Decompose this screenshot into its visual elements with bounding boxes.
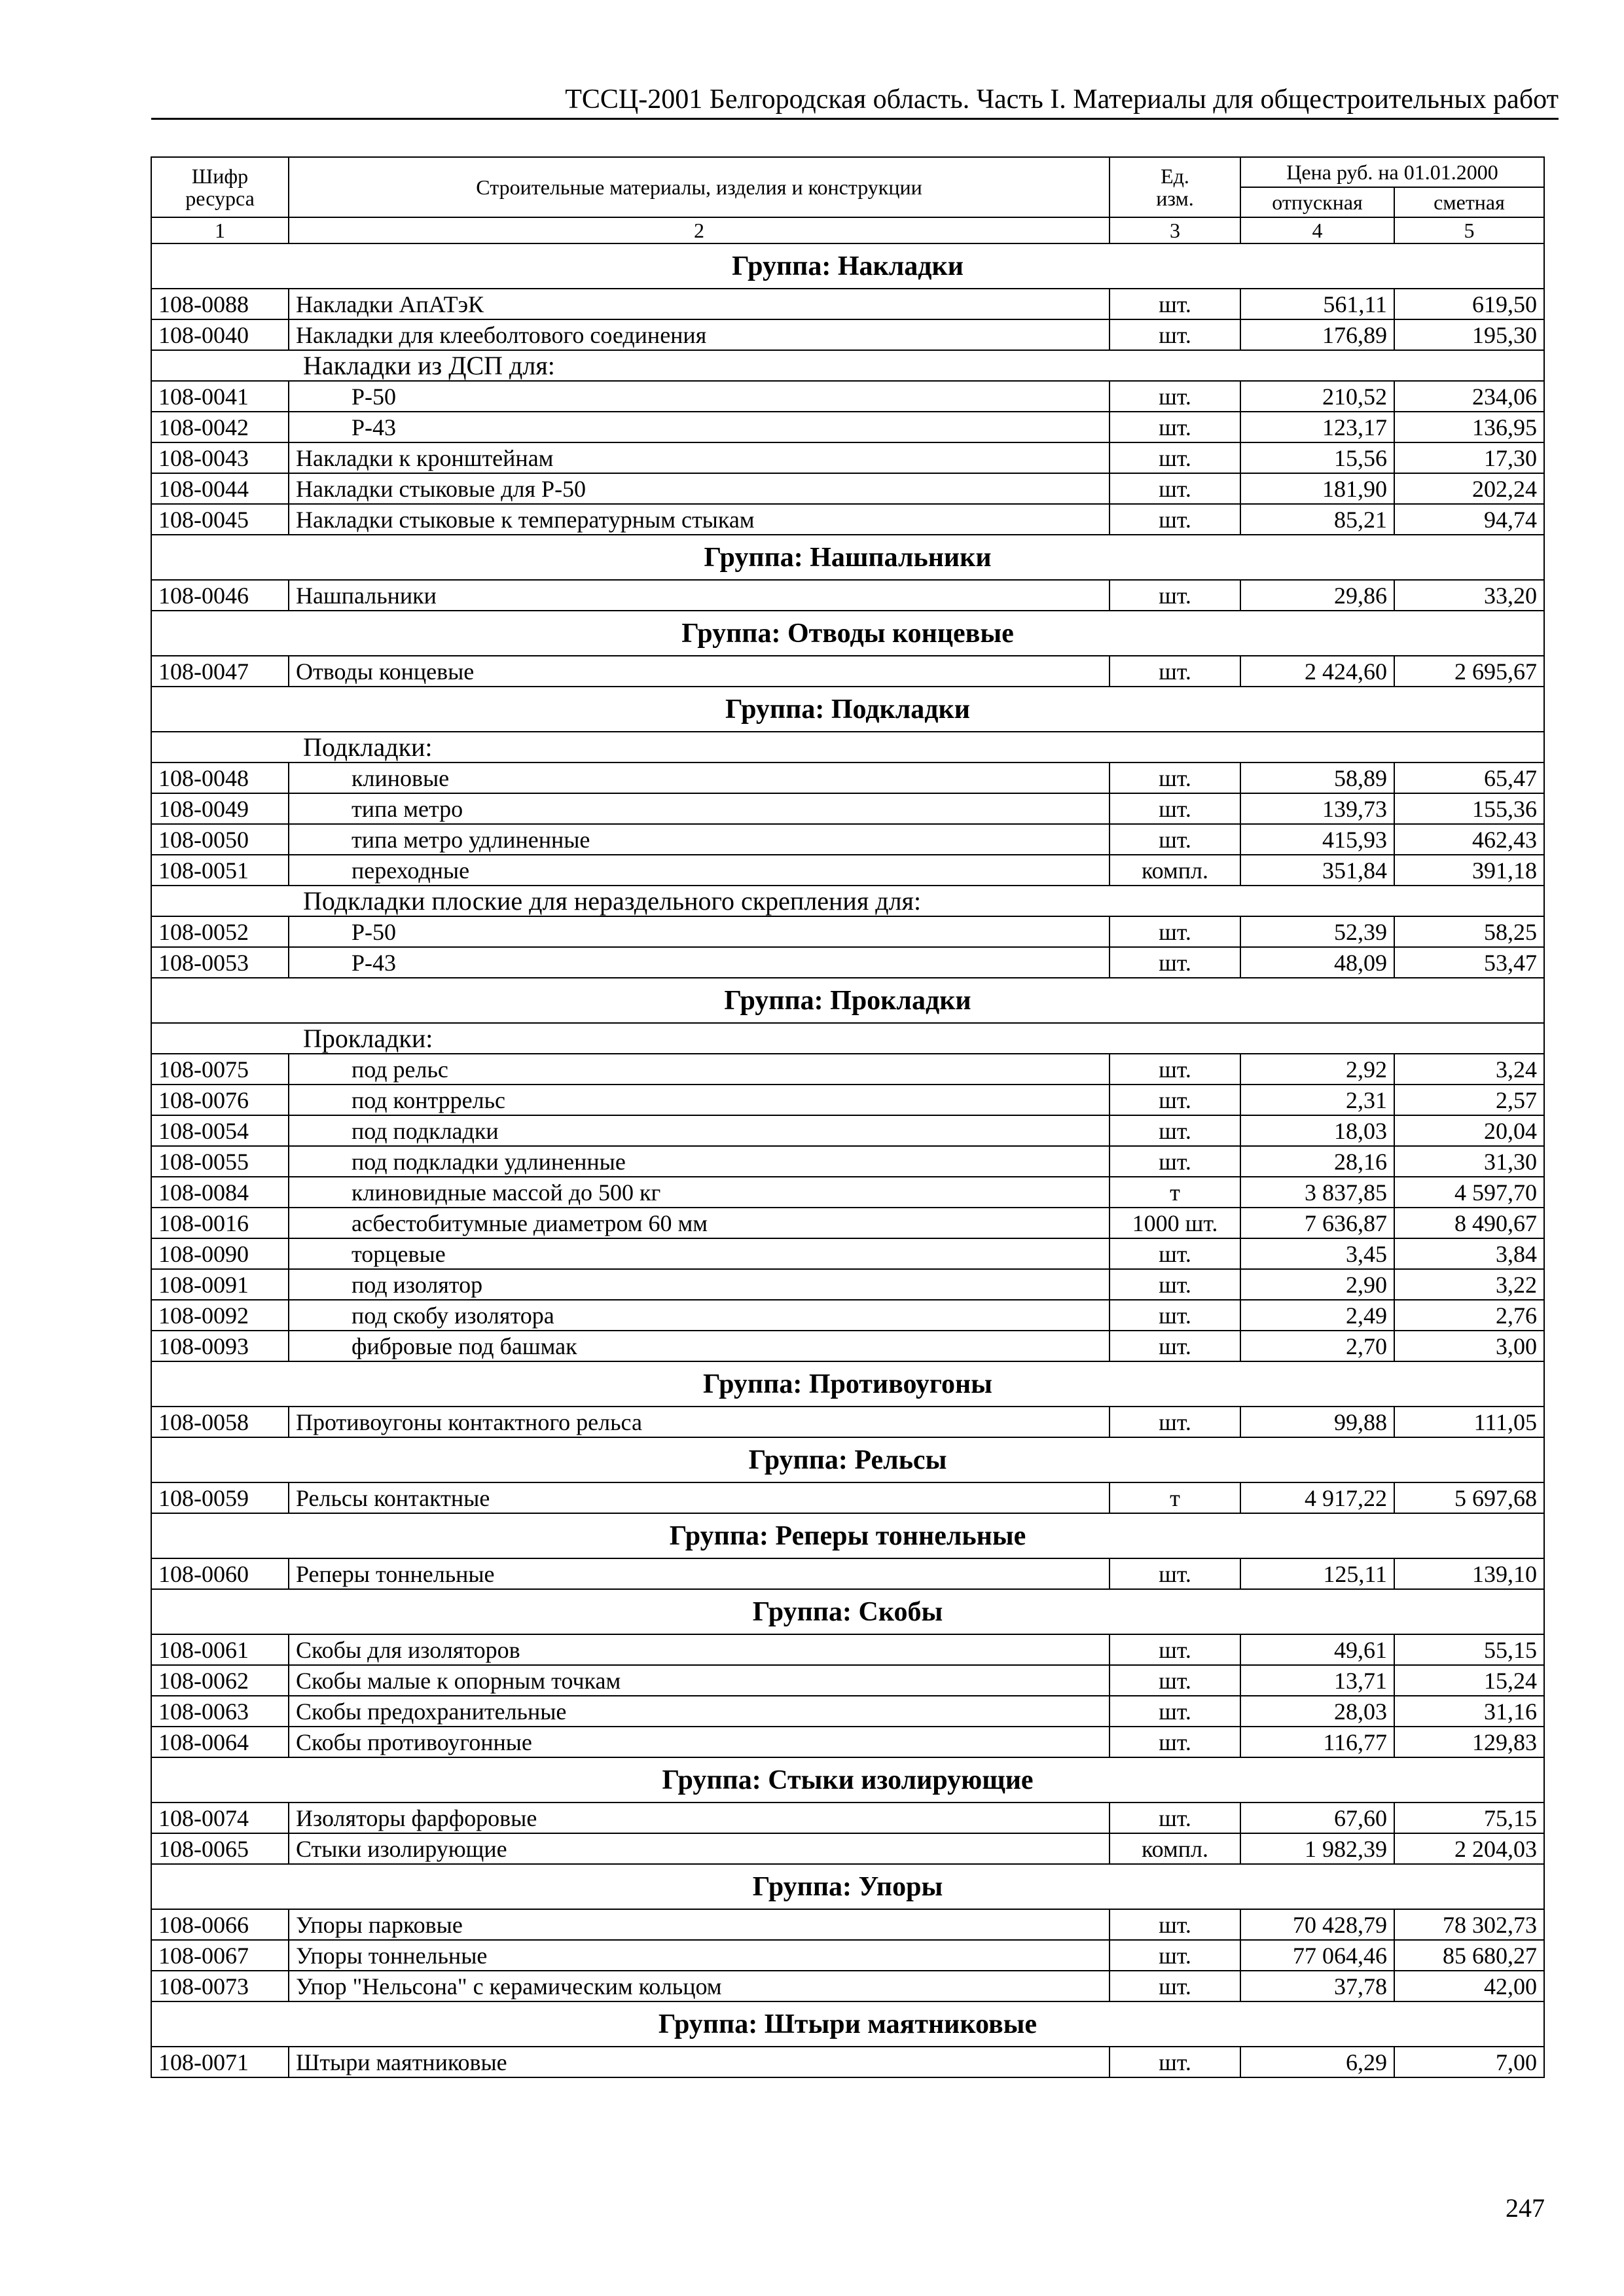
unit-cell: т [1110,1482,1240,1513]
estimate-price-cell: 4 597,70 [1394,1177,1544,1208]
material-name-cell: под изолятор [289,1269,1110,1300]
release-price-cell: 6,29 [1240,2047,1394,2077]
release-price-cell: 67,60 [1240,1803,1394,1833]
table-row [151,442,1544,473]
release-price-cell: 351,84 [1240,855,1394,886]
unit-cell: шт. [1110,824,1240,855]
unit-cell: шт. [1110,473,1240,504]
material-name-cell: типа метро [289,793,1110,824]
table-row [151,855,1544,886]
header-price-release: отпускная [1240,187,1394,217]
header-name: Строительные материалы, изделия и конструкции [289,157,1110,217]
subheading-spacer [151,1023,289,1054]
estimate-price-cell: 234,06 [1394,381,1544,412]
unit-cell: шт. [1110,793,1240,824]
group-title: Группа: Стыки изолирующие [151,1757,1544,1803]
estimate-price-cell: 2,76 [1394,1300,1544,1331]
material-name-cell: Р-43 [289,412,1110,442]
release-price-cell: 28,03 [1240,1696,1394,1727]
resource-code-cell: 108-0088 [151,289,289,319]
estimate-price-cell: 462,43 [1394,824,1544,855]
group-header-row [151,1513,1544,1558]
resource-code-cell: 108-0061 [151,1634,289,1665]
release-price-cell: 18,03 [1240,1115,1394,1146]
table-header [151,157,1544,243]
release-price-cell: 2,49 [1240,1300,1394,1331]
estimate-price-cell: 2 204,03 [1394,1833,1544,1864]
column-number: 2 [289,217,1110,243]
estimate-price-cell: 8 490,67 [1394,1208,1544,1238]
resource-code-cell: 108-0060 [151,1558,289,1589]
unit-cell: шт. [1110,412,1240,442]
page-number: 247 [1506,2193,1545,2223]
resource-code-cell: 108-0047 [151,656,289,687]
unit-cell: шт. [1110,1115,1240,1146]
material-name-cell: под рельс [289,1054,1110,1085]
subheading-spacer [151,886,289,916]
estimate-price-cell: 202,24 [1394,473,1544,504]
group-header-row [151,243,1544,289]
header-unit: Ед. изм. [1110,157,1240,217]
estimate-price-cell: 20,04 [1394,1115,1544,1146]
group-title: Группа: Скобы [151,1589,1544,1634]
unit-cell: компл. [1110,1833,1240,1864]
release-price-cell: 2,31 [1240,1085,1394,1115]
material-name-cell: переходные [289,855,1110,886]
table-row [151,504,1544,535]
table-row [151,319,1544,350]
column-number: 5 [1394,217,1544,243]
material-name-cell: Рельсы контактные [289,1482,1110,1513]
subheading-row [151,886,1544,916]
material-name-cell: Нашпальники [289,580,1110,611]
table-row [151,1085,1544,1115]
release-price-cell: 139,73 [1240,793,1394,824]
column-number-row [151,217,1544,243]
release-price-cell: 49,61 [1240,1634,1394,1665]
release-price-cell: 7 636,87 [1240,1208,1394,1238]
resource-code-cell: 108-0016 [151,1208,289,1238]
estimate-price-cell: 17,30 [1394,442,1544,473]
release-price-cell: 181,90 [1240,473,1394,504]
estimate-price-cell: 75,15 [1394,1803,1544,1833]
table-row [151,1482,1544,1513]
release-price-cell: 415,93 [1240,824,1394,855]
material-name-cell: Стыки изолирующие [289,1833,1110,1864]
unit-cell: шт. [1110,442,1240,473]
estimate-price-cell: 3,00 [1394,1331,1544,1361]
material-name-cell: Скобы противоугонные [289,1727,1110,1757]
resource-code-cell: 108-0040 [151,319,289,350]
material-name-cell: Упор "Нельсона" с керамическим кольцом [289,1971,1110,2001]
material-name-cell: клиновые [289,762,1110,793]
material-name-cell: торцевые [289,1238,1110,1269]
release-price-cell: 52,39 [1240,916,1394,947]
group-title: Группа: Нашпальники [151,535,1544,580]
material-name-cell: Упоры тоннельные [289,1940,1110,1971]
estimate-price-cell: 3,84 [1394,1238,1544,1269]
estimate-price-cell: 65,47 [1394,762,1544,793]
estimate-price-cell: 136,95 [1394,412,1544,442]
header-code: Шифр ресурса [151,157,289,217]
table-body [151,243,1544,2077]
resource-code-cell: 108-0052 [151,916,289,947]
resource-code-cell: 108-0067 [151,1940,289,1971]
header-rule [151,118,1559,120]
unit-cell: шт. [1110,319,1240,350]
table-row [151,947,1544,978]
material-name-cell: под подкладки [289,1115,1110,1146]
material-name-cell: Упоры парковые [289,1909,1110,1940]
table-row [151,1331,1544,1361]
table-row [151,1269,1544,1300]
estimate-price-cell: 31,30 [1394,1146,1544,1177]
unit-cell: шт. [1110,289,1240,319]
unit-cell: шт. [1110,656,1240,687]
material-name-cell: Накладки для клееболтового соединения [289,319,1110,350]
estimate-price-cell: 7,00 [1394,2047,1544,2077]
material-name-cell: Р-50 [289,381,1110,412]
group-title: Группа: Прокладки [151,978,1544,1023]
unit-cell: шт. [1110,1558,1240,1589]
material-name-cell: асбестобитумные диаметром 60 мм [289,1208,1110,1238]
table-row [151,1407,1544,1437]
material-name-cell: Накладки стыковые для Р-50 [289,473,1110,504]
resource-code-cell: 108-0090 [151,1238,289,1269]
resource-code-cell: 108-0045 [151,504,289,535]
table-row [151,824,1544,855]
table-row [151,473,1544,504]
group-title: Группа: Рельсы [151,1437,1544,1482]
resource-code-cell: 108-0093 [151,1331,289,1361]
unit-cell: шт. [1110,1971,1240,2001]
material-name-cell: Накладки к кронштейнам [289,442,1110,473]
column-number: 4 [1240,217,1394,243]
unit-cell: шт. [1110,1331,1240,1361]
resource-code-cell: 108-0042 [151,412,289,442]
group-header-row [151,1757,1544,1803]
subheading-row [151,732,1544,762]
resource-code-cell: 108-0064 [151,1727,289,1757]
table-row [151,1634,1544,1665]
estimate-price-cell: 58,25 [1394,916,1544,947]
estimate-price-cell: 78 302,73 [1394,1909,1544,1940]
material-name-cell: под скобу изолятора [289,1300,1110,1331]
resource-code-cell: 108-0066 [151,1909,289,1940]
material-name-cell: Противоугоны контактного рельса [289,1407,1110,1437]
estimate-price-cell: 2 695,67 [1394,656,1544,687]
table-row [151,1146,1544,1177]
release-price-cell: 3 837,85 [1240,1177,1394,1208]
subheading-spacer [151,350,289,381]
group-header-row [151,1864,1544,1909]
material-name-cell: клиновидные массой до 500 кг [289,1177,1110,1208]
release-price-cell: 2 424,60 [1240,656,1394,687]
material-name-cell: Скобы для изоляторов [289,1634,1110,1665]
unit-cell: шт. [1110,762,1240,793]
material-name-cell: под контррельс [289,1085,1110,1115]
estimate-price-cell: 129,83 [1394,1727,1544,1757]
unit-cell: 1000 шт. [1110,1208,1240,1238]
subheading-row [151,1023,1544,1054]
resource-code-cell: 108-0092 [151,1300,289,1331]
release-price-cell: 48,09 [1240,947,1394,978]
table-row [151,1971,1544,2001]
release-price-cell: 99,88 [1240,1407,1394,1437]
estimate-price-cell: 619,50 [1394,289,1544,319]
unit-cell: шт. [1110,947,1240,978]
resource-code-cell: 108-0076 [151,1085,289,1115]
subheading-title: Прокладки: [289,1023,1544,1054]
estimate-price-cell: 155,36 [1394,793,1544,824]
resource-code-cell: 108-0062 [151,1665,289,1696]
unit-cell: шт. [1110,1269,1240,1300]
release-price-cell: 13,71 [1240,1665,1394,1696]
resource-code-cell: 108-0054 [151,1115,289,1146]
estimate-price-cell: 31,16 [1394,1696,1544,1727]
release-price-cell: 58,89 [1240,762,1394,793]
unit-cell: шт. [1110,504,1240,535]
table-row [151,1727,1544,1757]
unit-cell: шт. [1110,1727,1240,1757]
subheading-row [151,350,1544,381]
estimate-price-cell: 55,15 [1394,1634,1544,1665]
estimate-price-cell: 94,74 [1394,504,1544,535]
resource-code-cell: 108-0073 [151,1971,289,2001]
unit-cell: шт. [1110,916,1240,947]
resource-code-cell: 108-0044 [151,473,289,504]
table-row [151,1696,1544,1727]
material-name-cell: Штыри маятниковые [289,2047,1110,2077]
group-header-row [151,611,1544,656]
resource-code-cell: 108-0059 [151,1482,289,1513]
group-header-row [151,1361,1544,1407]
group-header-row [151,687,1544,732]
unit-cell: шт. [1110,1407,1240,1437]
table-row [151,1177,1544,1208]
release-price-cell: 4 917,22 [1240,1482,1394,1513]
group-header-row [151,2001,1544,2047]
group-title: Группа: Упоры [151,1864,1544,1909]
release-price-cell: 77 064,46 [1240,1940,1394,1971]
release-price-cell: 15,56 [1240,442,1394,473]
table-row [151,580,1544,611]
group-title: Группа: Подкладки [151,687,1544,732]
material-name-cell: Скобы предохранительные [289,1696,1110,1727]
resource-code-cell: 108-0051 [151,855,289,886]
unit-cell: т [1110,1177,1240,1208]
unit-cell: шт. [1110,1054,1240,1085]
release-price-cell: 2,92 [1240,1054,1394,1085]
table-row [151,1558,1544,1589]
unit-cell: шт. [1110,1696,1240,1727]
group-header-row [151,1589,1544,1634]
unit-cell: шт. [1110,1146,1240,1177]
group-header-row [151,1437,1544,1482]
release-price-cell: 2,70 [1240,1331,1394,1361]
resource-code-cell: 108-0084 [151,1177,289,1208]
table-row [151,1054,1544,1085]
table-row [151,1300,1544,1331]
estimate-price-cell: 42,00 [1394,1971,1544,2001]
release-price-cell: 85,21 [1240,504,1394,535]
table-row [151,793,1544,824]
group-title: Группа: Штыри маятниковые [151,2001,1544,2047]
table-row [151,916,1544,947]
running-header-title: ТССЦ-2001 Белгородская область. Часть I. Материалы для общестроительных работ [565,84,1559,115]
column-number: 1 [151,217,289,243]
unit-cell: шт. [1110,580,1240,611]
material-name-cell: Накладки стыковые к температурным стыкам [289,504,1110,535]
release-price-cell: 116,77 [1240,1727,1394,1757]
estimate-price-cell: 111,05 [1394,1407,1544,1437]
material-name-cell: Р-43 [289,947,1110,978]
material-name-cell: Отводы концевые [289,656,1110,687]
release-price-cell: 123,17 [1240,412,1394,442]
resource-code-cell: 108-0055 [151,1146,289,1177]
subheading-spacer [151,732,289,762]
header-price-estimate: сметная [1394,187,1544,217]
resource-code-cell: 108-0071 [151,2047,289,2077]
group-title: Группа: Накладки [151,243,1544,289]
estimate-price-cell: 391,18 [1394,855,1544,886]
release-price-cell: 29,86 [1240,580,1394,611]
resource-code-cell: 108-0048 [151,762,289,793]
table-row [151,1238,1544,1269]
subheading-title: Подкладки: [289,732,1544,762]
material-name-cell: фибровые под башмак [289,1331,1110,1361]
column-number: 3 [1110,217,1240,243]
estimate-price-cell: 53,47 [1394,947,1544,978]
release-price-cell: 125,11 [1240,1558,1394,1589]
release-price-cell: 210,52 [1240,381,1394,412]
material-name-cell: Реперы тоннельные [289,1558,1110,1589]
estimate-price-cell: 3,22 [1394,1269,1544,1300]
unit-cell: шт. [1110,1940,1240,1971]
table-row [151,1665,1544,1696]
release-price-cell: 70 428,79 [1240,1909,1394,1940]
estimate-price-cell: 15,24 [1394,1665,1544,1696]
unit-cell: шт. [1110,381,1240,412]
release-price-cell: 3,45 [1240,1238,1394,1269]
resource-code-cell: 108-0053 [151,947,289,978]
unit-cell: шт. [1110,1909,1240,1940]
resource-code-cell: 108-0043 [151,442,289,473]
table-row [151,381,1544,412]
material-name-cell: Накладки АпАТэК [289,289,1110,319]
release-price-cell: 561,11 [1240,289,1394,319]
release-price-cell: 28,16 [1240,1146,1394,1177]
resource-price-table [151,156,1545,2078]
resource-code-cell: 108-0041 [151,381,289,412]
release-price-cell: 176,89 [1240,319,1394,350]
subheading-title: Накладки из ДСП для: [289,350,1544,381]
resource-code-cell: 108-0065 [151,1833,289,1864]
resource-code-cell: 108-0075 [151,1054,289,1085]
resource-code-cell: 108-0063 [151,1696,289,1727]
unit-cell: компл. [1110,855,1240,886]
material-name-cell: Р-50 [289,916,1110,947]
estimate-price-cell: 2,57 [1394,1085,1544,1115]
unit-cell: шт. [1110,1085,1240,1115]
unit-cell: шт. [1110,1238,1240,1269]
unit-cell: шт. [1110,1665,1240,1696]
subheading-title: Подкладки плоские для нераздельного скрепления для: [289,886,1544,916]
resource-code-cell: 108-0050 [151,824,289,855]
release-price-cell: 1 982,39 [1240,1833,1394,1864]
estimate-price-cell: 3,24 [1394,1054,1544,1085]
table-row [151,1833,1544,1864]
table-row [151,2047,1544,2077]
unit-cell: шт. [1110,2047,1240,2077]
table-row [151,289,1544,319]
group-title: Группа: Отводы концевые [151,611,1544,656]
resource-code-cell: 108-0058 [151,1407,289,1437]
release-price-cell: 37,78 [1240,1971,1394,2001]
unit-cell: шт. [1110,1634,1240,1665]
resource-code-cell: 108-0049 [151,793,289,824]
material-name-cell: типа метро удлиненные [289,824,1110,855]
material-name-cell: под подкладки удлиненные [289,1146,1110,1177]
estimate-price-cell: 5 697,68 [1394,1482,1544,1513]
table-row [151,412,1544,442]
material-name-cell: Скобы малые к опорным точкам [289,1665,1110,1696]
table-row [151,1208,1544,1238]
release-price-cell: 2,90 [1240,1269,1394,1300]
table-row [151,1909,1544,1940]
material-name-cell: Изоляторы фарфоровые [289,1803,1110,1833]
group-header-row [151,978,1544,1023]
estimate-price-cell: 139,10 [1394,1558,1544,1589]
resource-code-cell: 108-0074 [151,1803,289,1833]
estimate-price-cell: 33,20 [1394,580,1544,611]
table-row [151,762,1544,793]
resource-code-cell: 108-0046 [151,580,289,611]
estimate-price-cell: 85 680,27 [1394,1940,1544,1971]
estimate-price-cell: 195,30 [1394,319,1544,350]
group-title: Группа: Противоугоны [151,1361,1544,1407]
group-header-row [151,535,1544,580]
table-row [151,1803,1544,1833]
group-title: Группа: Реперы тоннельные [151,1513,1544,1558]
header-price: Цена руб. на 01.01.2000 [1240,157,1544,187]
unit-cell: шт. [1110,1803,1240,1833]
table-row [151,656,1544,687]
table-row [151,1115,1544,1146]
resource-code-cell: 108-0091 [151,1269,289,1300]
table-row [151,1940,1544,1971]
unit-cell: шт. [1110,1300,1240,1331]
